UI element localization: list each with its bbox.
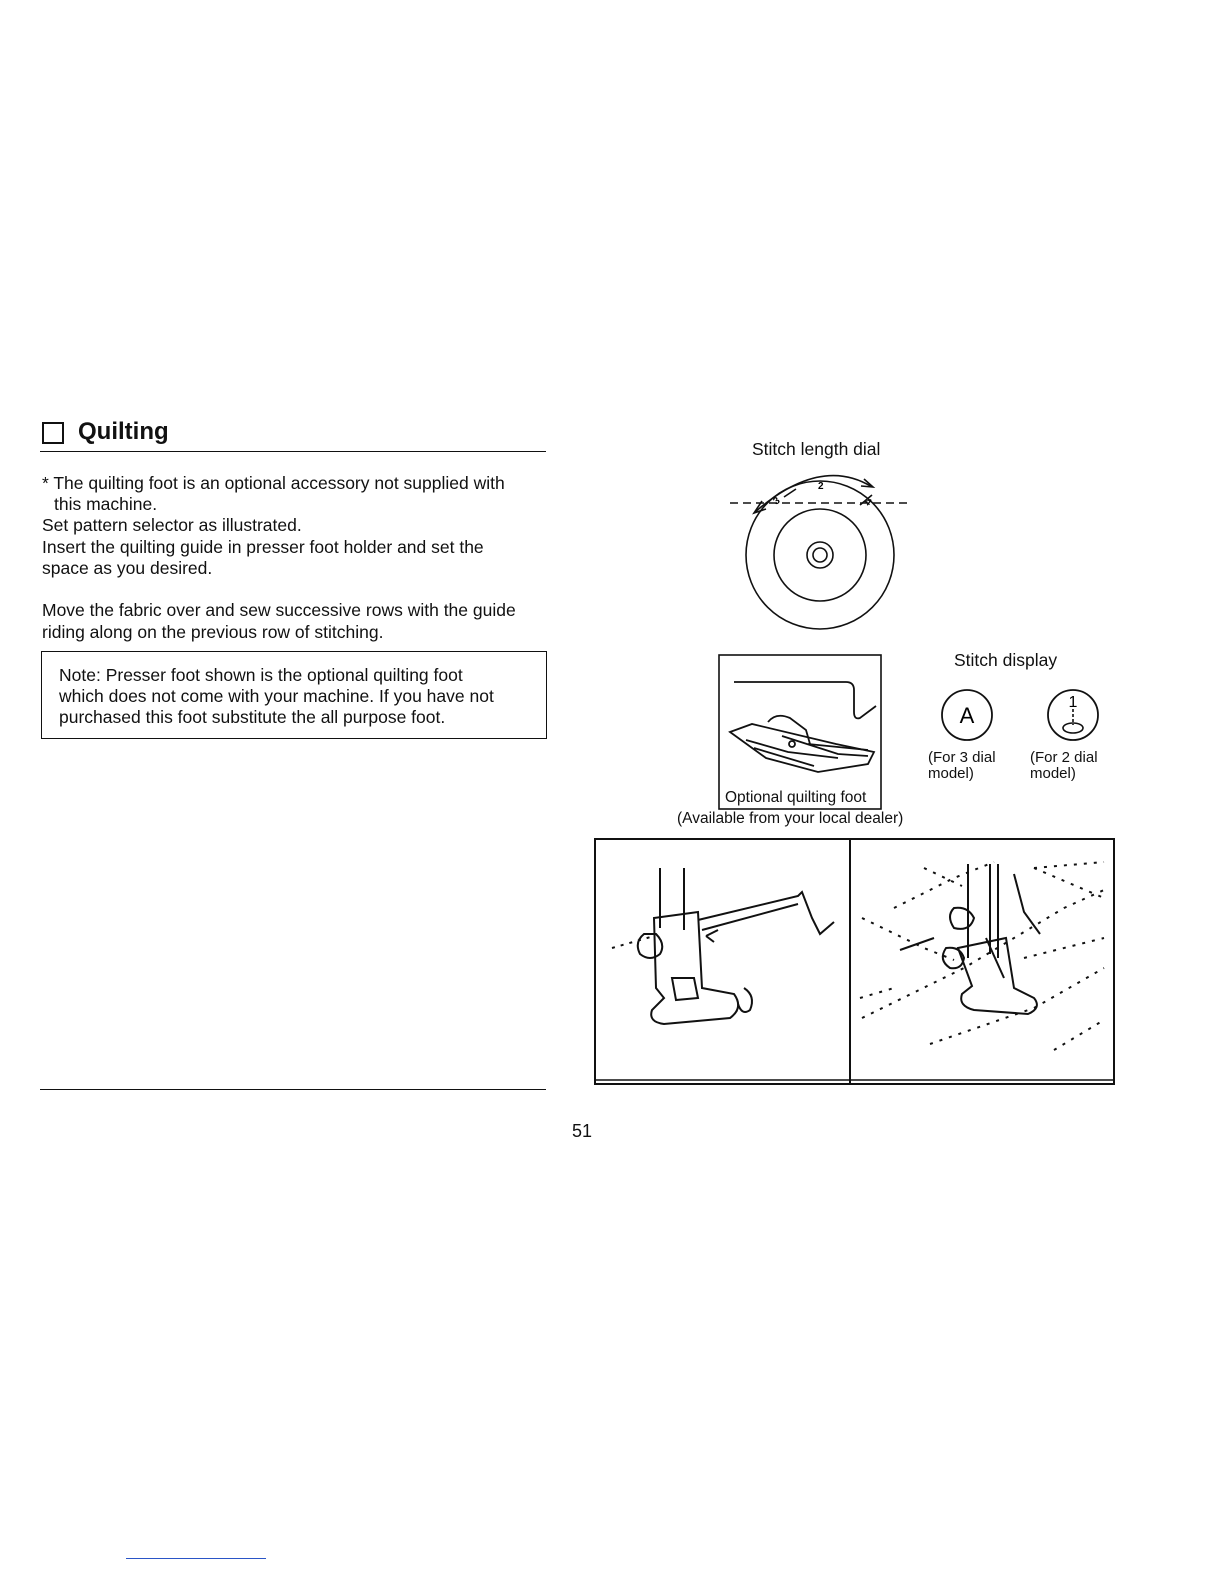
dial-mark-4: 4 <box>862 496 874 509</box>
dial-label: Stitch length dial <box>752 439 881 459</box>
foot-caption: (Available from your local dealer) <box>677 810 904 827</box>
footer-rule <box>126 1558 266 1559</box>
foot-label: Optional quilting foot <box>725 789 867 806</box>
caption-3dial-line2: model) <box>928 765 974 782</box>
stitch-display-3dial-icon <box>940 687 996 743</box>
body-line-4: Move the fabric over and sew successive rows with the guide <box>42 600 516 620</box>
body-line-3b: space as you desired. <box>42 558 213 578</box>
page-number: 51 <box>572 1121 593 1141</box>
bottom-divider <box>40 1089 546 1090</box>
body-line-3: Insert the quilting guide in presser foot holder and set the <box>42 537 484 557</box>
body-line-1: * The quilting foot is an optional accessory not supplied with <box>42 473 505 493</box>
caption-2dial-line2: model) <box>1030 765 1076 782</box>
display-symbol-1: 1 <box>1068 694 1078 711</box>
display-symbol-a: A <box>959 703 975 728</box>
body-line-4b: riding along on the previous row of stitching. <box>42 622 384 642</box>
caption-3dial-line1: (For 3 dial <box>928 749 996 766</box>
body-line-1b: this machine. <box>54 494 158 514</box>
dial-mark-3: 3 <box>771 495 783 508</box>
caption-2dial-line1: (For 2 dial <box>1030 749 1098 766</box>
note-line-2: which does not come with your machine. If you have not <box>59 686 494 706</box>
dial-mark-2: 2 <box>818 481 824 492</box>
heading-divider <box>40 451 546 452</box>
stitch-display-2dial-icon <box>1045 687 1105 743</box>
checkbox-icon <box>42 422 64 444</box>
body-line-2: Set pattern selector as illustrated. <box>42 515 302 535</box>
note-line-1: Note: Presser foot shown is the optional quilting foot <box>59 665 463 685</box>
quilting-foot-illustration <box>718 654 882 810</box>
stitch-length-dial-illustration <box>720 465 920 635</box>
quilting-steps-illustration <box>594 838 1116 1086</box>
section-title: Quilting <box>78 418 169 445</box>
note-line-3: purchased this foot substitute the all purpose foot. <box>59 707 446 727</box>
display-label: Stitch display <box>954 650 1058 670</box>
